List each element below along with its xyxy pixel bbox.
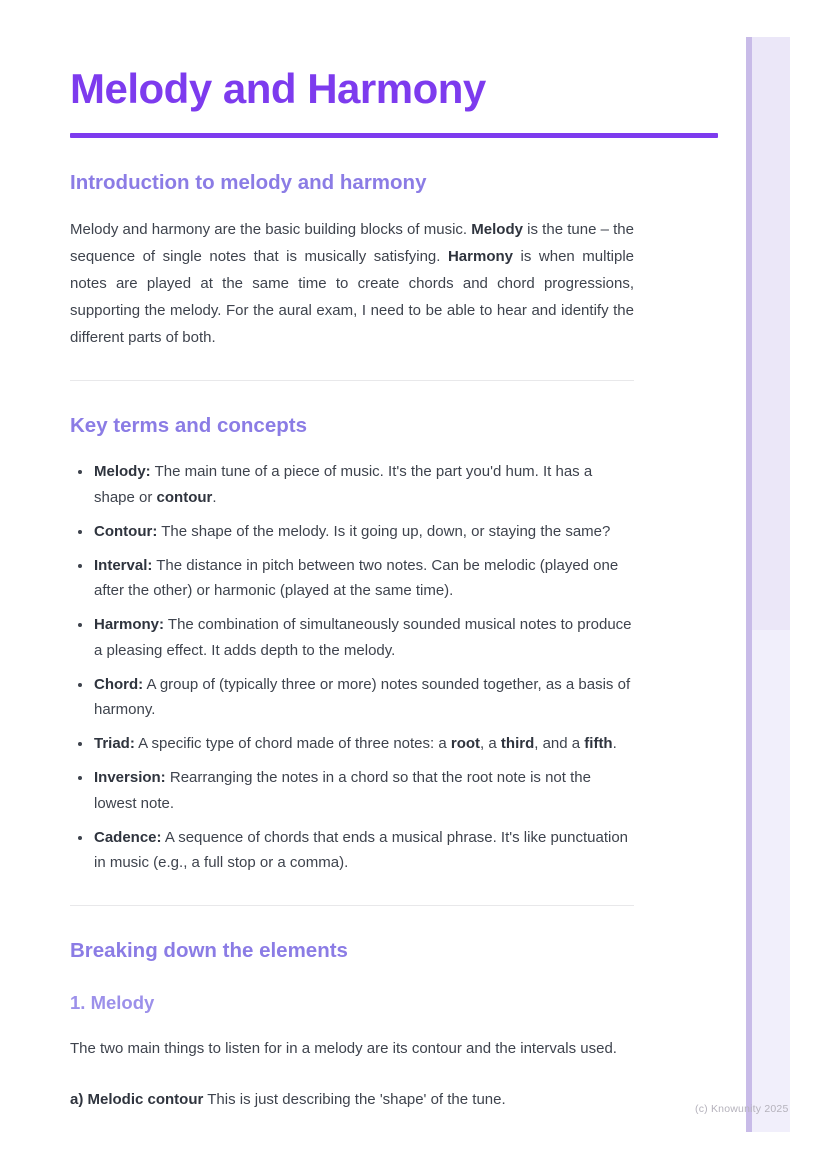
bold-text: Cadence: (94, 828, 162, 846)
body-text: , a (480, 735, 501, 753)
bold-text: Harmony (447, 248, 513, 266)
body-text: The main tune of a piece of music. It's the part you'd hum. It has a shape or (94, 463, 593, 506)
section-breaking-down (70, 939, 634, 1112)
body-text: Rearranging the notes in a chord so that the root note is not the lowest note. (94, 769, 591, 812)
bold-text: Chord: (94, 675, 144, 693)
bold-text: Interval: (94, 556, 153, 574)
body-text: is the tune – the sequence of single notes that is musically satisfying. (70, 221, 634, 266)
bold-text: a) Melodic contour (70, 1090, 204, 1108)
bold-text: Melody (471, 221, 523, 239)
body-text: A sequence of chords that ends a musical phrase. It's like punctuation in music (e.g., a full stop or a comma). (94, 828, 629, 872)
key-term-item (93, 459, 634, 510)
key-term-item (93, 612, 634, 663)
next-page-edge-line (746, 37, 752, 1132)
body-text: A group of (typically three or more) notes sounded together, as a basis of harmony. (94, 675, 631, 719)
page-title: Melody and Harmony (70, 65, 486, 112)
body-text: This is just describing the 'shape' of the tune. (203, 1090, 506, 1108)
body-text: The two main things to listen for in a melody are its contour and the intervals used. (70, 1039, 617, 1057)
next-page-edge-strip (746, 37, 790, 1132)
title-underline-rule (70, 133, 718, 138)
introduction-paragraph (70, 216, 634, 351)
document-content (70, 0, 634, 1112)
section-heading-breaking-down: Breaking down the elements (70, 938, 348, 962)
bold-text: Harmony: (94, 616, 165, 634)
bold-text: third (500, 735, 535, 753)
body-text: is when multiple notes are played at the same time to create chords and chord progressions, supporting the melody. For the aural exam, I need to be able to hear and identify the different parts of both. (70, 248, 634, 347)
key-term-item (93, 519, 634, 545)
section-introduction (70, 171, 634, 351)
melodic-contour-line (70, 1087, 634, 1112)
bold-text: Inversion: (94, 769, 166, 787)
key-term-item (93, 672, 634, 723)
melody-paragraph (70, 1035, 634, 1062)
section-divider (70, 905, 634, 906)
copyright-watermark: (c) Knowunity 2025 (695, 1103, 789, 1115)
section-heading-introduction: Introduction to melody and harmony (70, 171, 427, 195)
key-terms-list (70, 459, 634, 876)
bold-text: root (450, 735, 481, 753)
body-text: , and a (534, 735, 585, 753)
key-term-item (93, 825, 634, 876)
body-text: The shape of the melody. Is it going up, down, or staying the same? (157, 522, 611, 540)
body-text: Melody and harmony are the basic building blocks of music. (70, 221, 472, 239)
body-text: A specific type of chord made of three notes: a (134, 735, 451, 753)
section-divider (70, 380, 634, 381)
bold-text: contour (156, 488, 213, 506)
bold-text: Melody: (94, 463, 151, 481)
bold-text: fifth (584, 735, 613, 753)
bold-text: Triad: (94, 735, 135, 753)
section-heading-key-terms: Key terms and concepts (70, 414, 307, 438)
key-term-item (93, 731, 634, 757)
key-term-item (93, 765, 634, 816)
body-text: The combination of simultaneously sounded musical notes to produce a pleasing effect. It adds depth to the melody. (94, 616, 632, 659)
key-term-item (93, 553, 634, 604)
bold-text: Contour: (94, 522, 158, 540)
body-text: . (212, 488, 217, 506)
section-key-terms (70, 414, 634, 876)
body-text: . (612, 735, 617, 753)
subsection-heading-melody: 1. Melody (70, 991, 155, 1013)
body-text: The distance in pitch between two notes. Can be melodic (played one after the other) or harmonic (played at the same time). (94, 556, 619, 600)
